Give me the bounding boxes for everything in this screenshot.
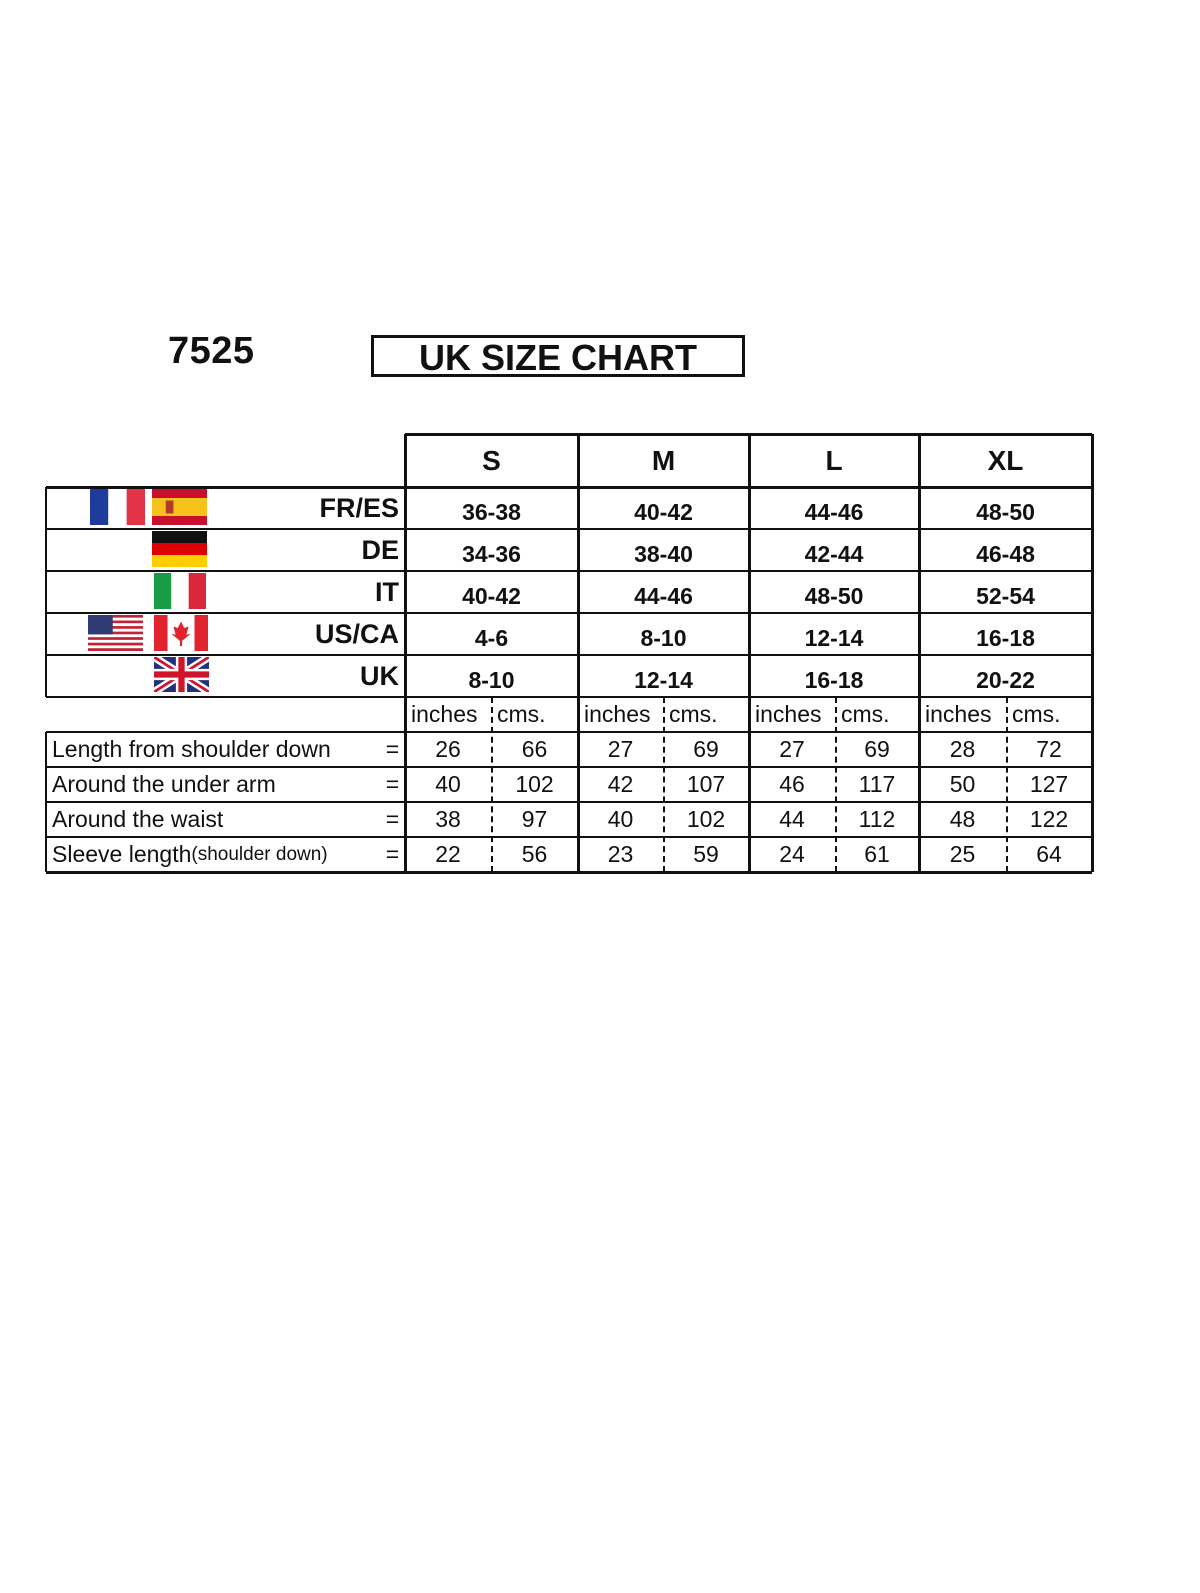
- measurement-cms-value: 112: [858, 806, 896, 832]
- measurement-cms-value: 107: [686, 771, 726, 797]
- measurement-cms-value: 61: [864, 841, 890, 867]
- measurement-inches-value: 24: [779, 841, 805, 867]
- measurement-inches-value: 27: [779, 736, 805, 762]
- measurement-inches-value: 23: [607, 841, 634, 867]
- inches-cms-divider: [491, 697, 493, 872]
- size-conversion-value: 16-18: [804, 666, 864, 693]
- row-divider: [46, 836, 1092, 838]
- size-conversion-value: 48-50: [976, 498, 1035, 525]
- row-divider: [46, 731, 1092, 733]
- column-divider: [1091, 434, 1094, 872]
- chart-title: UK SIZE CHART: [371, 335, 745, 377]
- size-conversion-value: 4-6: [474, 624, 509, 651]
- unit-label-inches: inches: [411, 701, 478, 727]
- measurement-inches-value: 40: [607, 806, 634, 832]
- size-header-m: M: [651, 444, 676, 476]
- measurement-cms-value: 117: [858, 771, 896, 797]
- country-label: IT: [375, 576, 399, 607]
- country-label: DE: [361, 534, 399, 565]
- spain-flag: [152, 489, 207, 525]
- size-conversion-value: 46-48: [976, 540, 1035, 567]
- row-divider: [46, 801, 1092, 803]
- canada-flag: [154, 615, 208, 651]
- equals-sign: =: [385, 806, 400, 832]
- product-code: 7525: [168, 330, 255, 372]
- measurement-cms-value: 64: [1036, 841, 1062, 867]
- size-conversion-value: 16-18: [976, 624, 1035, 651]
- measurement-inches-value: 50: [949, 771, 976, 797]
- size-conversion-value: 8-10: [640, 624, 687, 651]
- left-border: [45, 487, 47, 697]
- measurement-label: [46, 837, 380, 872]
- unit-label-inches: inches: [925, 701, 992, 727]
- measurement-cms-value: 66: [521, 736, 548, 762]
- size-conversion-value: 34-36: [462, 540, 521, 567]
- size-conversion-value: 40-42: [462, 582, 521, 609]
- column-divider: [918, 434, 921, 872]
- row-divider: [46, 696, 1092, 698]
- size-header-s: S: [482, 444, 501, 476]
- france-flag: [90, 489, 145, 525]
- equals-sign: =: [385, 841, 400, 867]
- left-border: [45, 732, 47, 872]
- size-conversion-value: 12-14: [634, 666, 693, 693]
- measurement-label: [46, 732, 380, 767]
- country-label: US/CA: [314, 618, 399, 649]
- measurement-cms-value: 122: [1029, 806, 1069, 832]
- unit-label-cms: cms.: [1012, 701, 1061, 727]
- inches-cms-divider: [663, 697, 665, 872]
- measurement-label-text: Sleeve length: [52, 841, 192, 867]
- size-conversion-value: 48-50: [804, 582, 864, 609]
- measurement-label-text: Around the waist: [52, 806, 224, 832]
- measurement-label: [46, 802, 380, 837]
- measurement-inches-value: 40: [435, 771, 461, 797]
- measurement-cms-value: 69: [864, 736, 890, 762]
- germany-flag: [152, 531, 207, 567]
- measurement-cms-value: 72: [1036, 736, 1062, 762]
- measurement-label-text: Length from shoulder down: [52, 736, 331, 762]
- equals-sign: =: [385, 736, 400, 762]
- measurement-inches-value: 46: [779, 771, 805, 797]
- measurement-inches-value: 25: [949, 841, 976, 867]
- measurement-cms-value: 59: [693, 841, 719, 867]
- unit-label-cms: cms.: [497, 701, 546, 727]
- size-conversion-value: 36-38: [462, 498, 521, 525]
- uk-flag: [154, 657, 209, 692]
- column-divider: [404, 434, 407, 872]
- measurement-inches-value: 22: [435, 841, 461, 867]
- row-divider: [46, 570, 1092, 572]
- column-divider: [577, 434, 580, 872]
- country-label: UK: [360, 660, 399, 691]
- measurement-inches-value: 42: [607, 771, 634, 797]
- inches-cms-divider: [1006, 697, 1008, 872]
- size-conversion-value: 40-42: [634, 498, 693, 525]
- measurement-cms-value: 97: [521, 806, 548, 832]
- measurement-label: [46, 767, 380, 802]
- size-conversion-value: 20-22: [976, 666, 1035, 693]
- usa-flag: [88, 615, 143, 651]
- measurement-label-text: Around the under arm: [52, 771, 276, 797]
- measurement-cms-value: 102: [515, 771, 554, 797]
- measurement-inches-value: 27: [607, 736, 634, 762]
- measurement-cms-value: 102: [686, 806, 726, 832]
- size-header-xl: XL: [987, 444, 1024, 476]
- row-divider: [46, 654, 1092, 656]
- italy-flag: [154, 573, 206, 609]
- inches-cms-divider: [835, 697, 837, 872]
- row-divider: [46, 766, 1092, 768]
- size-header-l: L: [825, 444, 843, 476]
- size-conversion-value: 44-46: [804, 498, 864, 525]
- size-conversion-value: 42-44: [804, 540, 864, 567]
- row-divider: [46, 612, 1092, 614]
- size-conversion-value: 52-54: [976, 582, 1035, 609]
- measurement-cms-value: 127: [1029, 771, 1069, 797]
- unit-label-cms: cms.: [669, 701, 718, 727]
- size-conversion-value: 8-10: [468, 666, 515, 693]
- measurement-inches-value: 38: [435, 806, 461, 832]
- measurement-inches-value: 48: [949, 806, 976, 832]
- column-divider: [748, 434, 751, 872]
- equals-sign: =: [385, 771, 400, 797]
- size-conversion-value: 38-40: [634, 540, 693, 567]
- measurement-inches-value: 28: [949, 736, 976, 762]
- measurement-label-note: (shoulder down): [191, 843, 328, 865]
- measurement-cms-value: 56: [521, 841, 548, 867]
- measurement-cms-value: 69: [693, 736, 719, 762]
- unit-label-inches: inches: [584, 701, 651, 727]
- row-divider: [46, 528, 1092, 530]
- measurement-inches-value: 44: [779, 806, 805, 832]
- row-divider: [46, 871, 1092, 874]
- unit-label-inches: inches: [755, 701, 822, 727]
- unit-label-cms: cms.: [841, 701, 890, 727]
- size-conversion-value: 12-14: [804, 624, 864, 651]
- measurement-inches-value: 26: [435, 736, 461, 762]
- size-conversion-value: 44-46: [634, 582, 693, 609]
- country-label: FR/ES: [319, 492, 399, 523]
